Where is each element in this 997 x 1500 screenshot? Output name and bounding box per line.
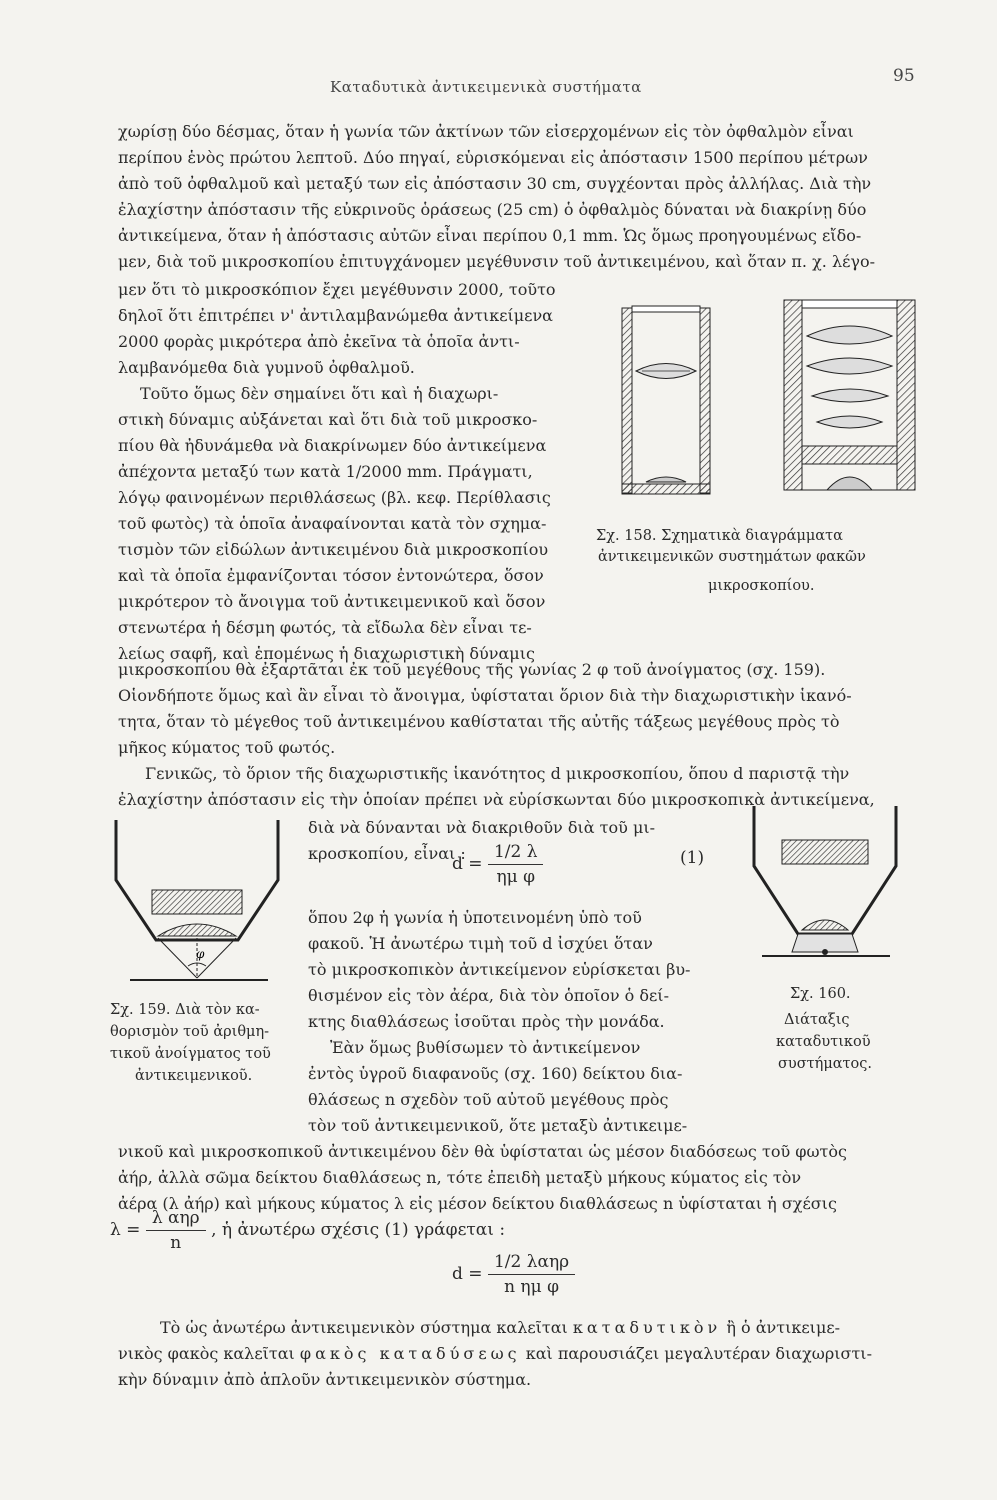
text-line: ἐλαχίστην ἀπόστασιν εἰς τὴν ὁποίαν πρέπει νὰ εὑρίσκωνται δύο μικροσκοπικὰ ἀντικείμενα, [118,790,875,809]
term-emphasis: καταδυτικὸν [572,1318,722,1337]
text-line: λείως σαφῆ, καὶ ἑπομένως ἡ διαχωριστικὴ δύναμις [118,644,535,663]
text-line: μικροσκοπίου θὰ ἐξαρτᾶται ἐκ τοῦ μεγέθους τῆς γωνίας 2 φ τοῦ ἀνοίγματος (σχ. 159). [118,660,826,679]
closing-text: ἢ ὁ ἀντικειμε- [726,1318,841,1337]
running-title: Καταδυτικὰ ἀντικειμενικὰ συστήματα [330,78,642,96]
formula-numerator: 1/2 λ [488,842,544,865]
formula-numerator: 1/2 λαηρ [488,1252,575,1275]
text-line: φακοῦ. Ἡ ἀνωτέρω τιμὴ τοῦ d ἰσχύει ὅταν [308,934,653,953]
figure-160-caption: Σχ. 160. [790,986,851,1002]
figure-159-caption: θορισμὸν τοῦ ἀριθμη- [110,1024,270,1040]
formula-fraction [146,1208,206,1253]
text-line: θισμένον εἰς τὸν ἀέρα, διὰ τὸν ὁποῖον ὁ δεί- [308,986,669,1005]
text-line: καὶ τὰ ὁποῖα ἐμφανίζονται τόσον ἐντονώτερα, ὅσον [118,566,544,585]
figure-158-caption: μικροσκοπίου. [708,578,815,594]
formula-2 [110,1208,505,1253]
objective-right-icon [784,300,915,490]
formula-denominator: ημ φ [496,867,535,887]
text-line: ἐντὸς ὑγροῦ διαφανοῦς (σχ. 160) δείκτου δια- [308,1064,683,1083]
text-line [118,1344,872,1364]
closing-text: καὶ παρουσιάζει μεγαλυτέραν διαχωριστι- [525,1344,872,1363]
formula-fraction [488,1252,575,1297]
text-line: δηλοῖ ὅτι ἐπιτρέπει ν' ἀντιλαμβανώμεθα ἀντικείμενα [118,306,553,325]
figure-160-diagram [740,806,910,976]
closing-text: Τὸ ὡς ἀνωτέρω ἀντικειμενικὸν σύστημα καλεῖται [160,1318,568,1337]
text-line: νικοῦ καὶ μικροσκοπικοῦ ἀντικειμένου δὲν θὰ ὑφίσταται ὡς μέσον διαδόσεως τοῦ φωτὸς [118,1142,847,1161]
formula-lhs: λ = [110,1220,141,1240]
text-line: ἀήρ, ἀλλὰ σῶμα δείκτου διαθλάσεως n, τότε ἐπειδὴ μεταξὺ μήκους κύματος εἰς τὸν [118,1168,802,1187]
figure-159-caption: Σχ. 159. Διὰ τὸν κα- [110,1002,260,1018]
text-line: τισμὸν τῶν εἰδώλων ἀντικειμένου διὰ μικροσκοπίου [118,540,549,559]
figure-160-caption: συστήματος. [778,1056,873,1072]
text-line: χωρίσῃ δύο δέσμας, ὅταν ἡ γωνία τῶν ἀκτίνων τῶν εἰσερχομένων εἰς τὸν ὀφθαλμὸν εἶναι [118,122,854,141]
text-line: ἐλαχίστην ἀπόστασιν τῆς εὐκρινοῦς ὁράσεως (25 cm) ὁ ὀφθαλμὸς δύναται νὰ διακρίνῃ δύο [118,200,867,219]
text-line: κροσκοπίου, εἶναι : [308,844,466,863]
text-line: στενωτέρα ἡ δέσμη φωτός, τὰ εἴδωλα δὲν εἶναι τε- [118,618,532,637]
formula-3 [452,1252,575,1297]
text-line: Οἱονδήποτε ὅμως καὶ ἂν εἶναι τὸ ἄνοιγμα, ὑφίσταται ὅριον διὰ τὴν διαχωριστικὴν ἱκανό- [118,686,852,705]
text-line: μεν ὅτι τὸ μικροσκόπιον ἔχει μεγέθυνσιν 2000, τοῦτο [118,280,556,299]
text-line: ἀπέχοντα μεταξύ των κατὰ 1/2000 mm. Πράγματι, [118,462,533,481]
figure-159-caption: ἀντικειμενικοῦ. [135,1068,253,1084]
text-line: πίου θὰ ἠδυνάμεθα νὰ διακρίνωμεν δύο ἀντικείμενα [118,436,547,455]
text-line: κὴν δύναμιν ἀπὸ ἁπλοῦν ἀντικειμενικὸν σύστημα. [118,1370,532,1389]
figure-159-caption: τικοῦ ἀνοίγματος τοῦ [110,1046,271,1062]
figure-158-caption: Σχ. 158. Σχηματικὰ διαγράμματα [596,528,843,544]
formula-1-label: (1) [680,848,705,868]
text-line: ἀπὸ τοῦ ὀφθαλμοῦ καὶ μεταξύ των εἰς ἀπόστασιν 30 cm, συγχέονται πρὸς ἀλλήλας. Διὰ τὴν [118,174,872,193]
formula-denominator: n ημ φ [504,1277,559,1297]
text-line: ὅπου 2φ ἡ γωνία ἡ ὑποτεινομένη ὑπὸ τοῦ [308,908,642,927]
objective-left-icon [622,306,710,494]
text-line: Ἐὰν ὅμως βυθίσωμεν τὸ ἀντικείμενον [330,1038,641,1057]
text-line: μεν, διὰ τοῦ μικροσκοπίου ἐπιτυγχάνομεν μεγέθυνσιν τοῦ ἀντικειμένου, καὶ ὅταν π. χ. λέγο- [118,252,875,271]
text-line: 2000 φορὰς μικρότερα ἀπὸ ἐκεῖνα τὰ ὁποῖα ἀντι- [118,332,520,351]
formula-1 [452,842,543,887]
closing-text: νικὸς φακὸς καλεῖται [118,1344,295,1363]
angle-label: φ [196,947,205,961]
text-line: μικρότερον τὸ ἄνοιγμα τοῦ ἀντικειμενικοῦ καὶ ὅσον [118,592,546,611]
text-line: Γενικῶς, τὸ ὅριον τῆς διαχωριστικῆς ἱκανότητος d μικροσκοπίου, ὅπου d παριστᾷ τὴν [145,764,850,783]
formula-numerator: λ αηρ [146,1208,206,1231]
page-number: 95 [893,66,915,86]
formula-lhs: d = [452,854,483,874]
text-line: περίπου ἑνὸς πρώτου λεπτοῦ. Δύο πηγαί, εὑρισκόμεναι εἰς ἀπόστασιν 1500 περίπου μέτρων [118,148,868,167]
text-line: λαμβανόμεθα διὰ γυμνοῦ ὀφθαλμοῦ. [118,358,415,377]
text-line: Τοῦτο ὅμως δὲν σημαίνει ὅτι καὶ ἡ διαχωρι- [140,384,499,403]
term-emphasis: φακὸς καταδύσεως [299,1344,521,1363]
text-line [160,1318,840,1338]
figure-160-caption: Διάταξις [784,1012,850,1028]
text-line: τὸ μικροσκοπικὸν ἀντικείμενον εὑρίσκεται βυ- [308,960,691,979]
formula-fraction [488,842,544,887]
text-line: ἀέρα (λ ἀήρ) καὶ μήκους κύματος λ εἰς μέσον δείκτου διαθλάσεως n ὑφίσταται ἡ σχέσις [118,1194,837,1213]
figure-158-diagram [612,296,922,511]
formula-lhs: d = [452,1264,483,1284]
relation-tail: , ἡ ἀνωτέρω σχέσις (1) γράφεται : [211,1220,506,1240]
text-line: κτης διαθλάσεως ἰσοῦται πρὸς τὴν μονάδα. [308,1012,665,1031]
figure-160-caption: καταδυτικοῦ [776,1034,871,1050]
text-line: διὰ νὰ δύνανται νὰ διακριθοῦν διὰ τοῦ μι- [308,818,656,837]
text-line: λόγῳ φαινομένων περιθλάσεως (βλ. κεφ. Περίθλασις [118,488,551,507]
figure-159-diagram [108,820,298,992]
text-line: τοῦ φωτὸς) τὰ ὁποῖα ἀναφαίνονται κατὰ τὸν σχημα- [118,514,547,533]
text-line: τὸν τοῦ ἀντικειμενικοῦ, ὅτε μεταξὺ ἀντικειμε- [308,1116,688,1135]
text-line: ἀντικείμενα, ὅταν ἡ ἀπόστασις αὐτῶν εἶναι περίπου 0,1 mm. Ὡς ὅμως προηγουμένως εἴδο- [118,226,862,245]
formula-denominator: n [170,1233,182,1253]
figure-158-caption: ἀντικειμενικῶν συστημάτων φακῶν [598,549,866,565]
text-line: μῆκος κύματος τοῦ φωτός. [118,738,336,757]
text-line: στικὴ δύναμις αὐξάνεται καὶ ὅτι διὰ τοῦ μικροσκο- [118,410,538,429]
text-line: τητα, ὅταν τὸ μέγεθος τοῦ ἀντικειμένου καθίσταται τῆς αὐτῆς τάξεως μεγέθους πρὸς τὸ [118,712,840,731]
text-line: θλάσεως n σχεδὸν τοῦ αὐτοῦ μεγέθους πρὸς [308,1090,669,1109]
